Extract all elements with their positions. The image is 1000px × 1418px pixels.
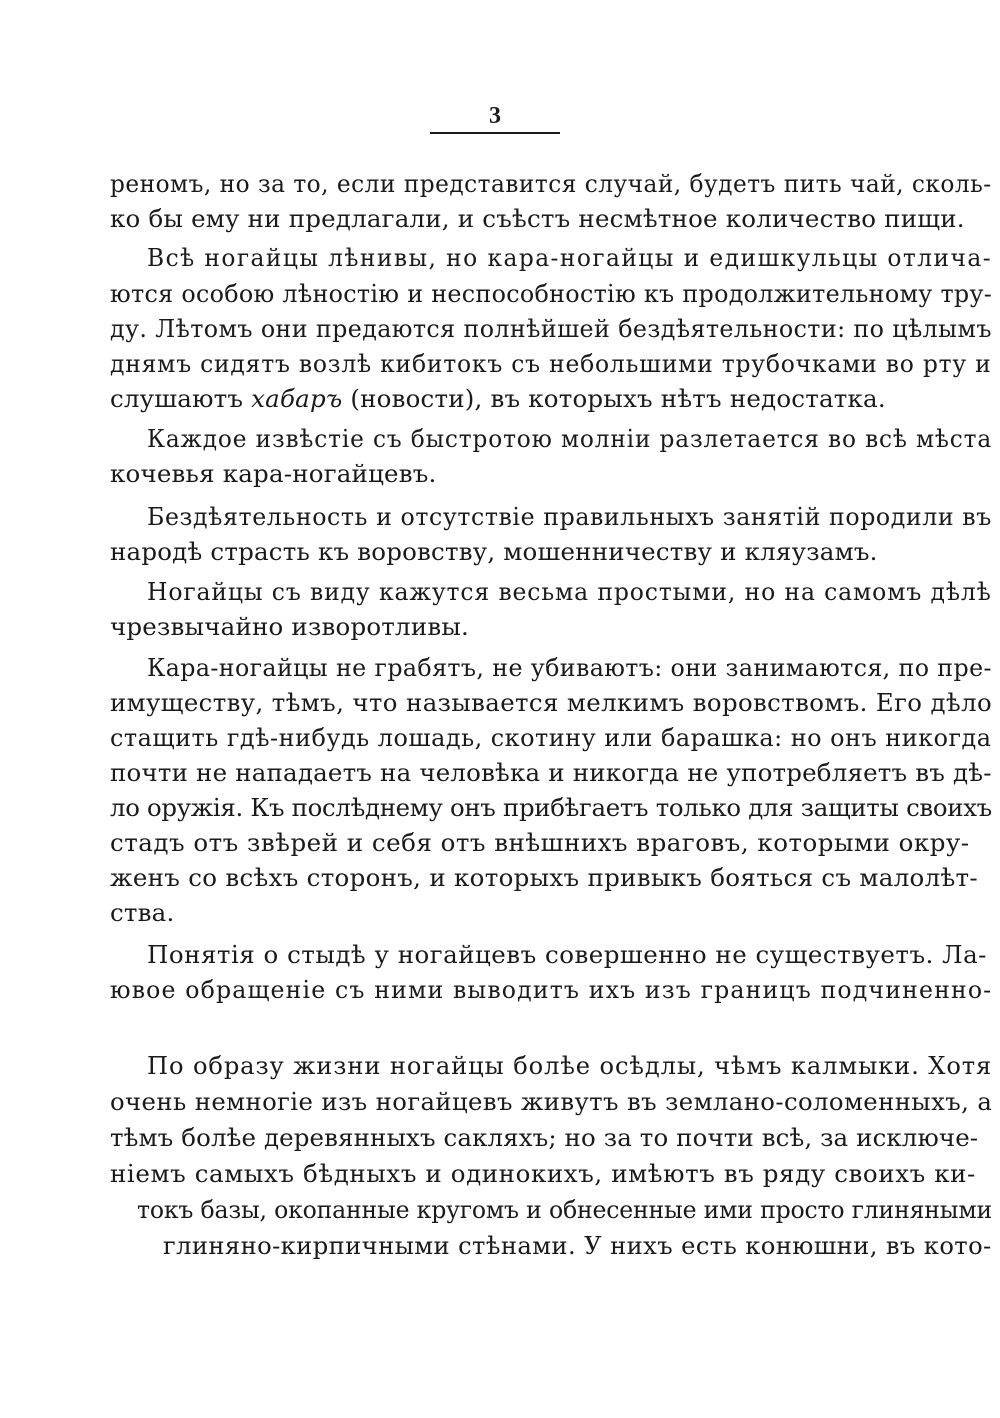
text-line: Каждое извѣстіе съ быстротою молніи разлетается во всѣ мѣста: [147, 424, 993, 453]
text-fragment: (новости), въ которыхъ нѣтъ недостатка.: [350, 384, 886, 413]
text-line: народѣ страсть къ воровству, мошенничеству и кляузамъ.: [110, 537, 878, 566]
text-line: днямъ сидятъ возлѣ кибитокъ съ небольшими трубочками во рту и: [110, 349, 992, 378]
text-line: Кара-ногайцы не грабятъ, не убиваютъ: они занимаются, по пре-: [147, 653, 992, 682]
text-line: стащить гдѣ-нибудь лошадь, скотину или барашка: но онъ никогда: [110, 723, 992, 752]
text-line: По образу жизни ногайцы болѣе осѣдлы, чѣмъ калмыки. Хотя: [147, 1051, 993, 1080]
text-line: Бездѣятельность и отсутствіе правильныхъ занятій породили въ: [147, 502, 992, 531]
text-line-with-italic: [110, 385, 886, 413]
text-line: Всѣ ногайцы лѣнивы, но кара-ногайцы и едишкульцы отлича-: [147, 243, 993, 272]
text-line: ніемъ самыхъ бѣдныхъ и одинокихъ, имѣютъ въ ряду своихъ ки-: [110, 1159, 976, 1188]
text-line: чрезвычайно изворотливы.: [110, 612, 470, 641]
text-line: очень немногіе изъ ногайцевъ живутъ въ землано-соломенныхъ, а: [110, 1087, 993, 1116]
text-line: кочевья кара-ногайцевъ.: [110, 459, 437, 488]
page-number: 3: [489, 103, 501, 129]
text-line: ло оружія. Къ послѣднему онъ прибѣгаетъ только для защиты своихъ: [110, 793, 992, 822]
text-line: имуществу, тѣмъ, что называется мелкимъ воровствомъ. Его дѣло: [110, 688, 993, 717]
page-number-rule: [430, 132, 560, 134]
text-line: тѣмъ болѣе деревянныхъ сакляхъ; но за то почти всѣ, за исключе-: [110, 1123, 979, 1152]
text-line: ко бы ему ни предлагали, и съѣстъ несмѣтное количество пищи.: [110, 204, 965, 233]
italic-term: хабаръ: [251, 384, 343, 413]
text-line: ду. Лѣтомъ они предаются полнѣйшей бездѣятельности: по цѣлымъ: [110, 314, 992, 343]
text-line: женъ со всѣхъ сторонъ, и которыхъ привыкъ бояться съ малолѣт-: [110, 863, 978, 892]
text-line: стадъ отъ звѣрей и себя отъ внѣшнихъ враговъ, которыми окру-: [110, 828, 970, 857]
text-line: ювое обращеніе съ ними выводитъ ихъ изъ границъ подчиненно-: [110, 975, 993, 1004]
text-line: Понятія о стыдѣ у ногайцевъ совершенно не существуетъ. Ла-: [147, 940, 987, 969]
text-line: ются особою лѣностію и неспособностію къ продолжительному тру-: [110, 279, 993, 308]
text-line: глиняно-кирпичными стѣнами. У нихъ есть конюшни, въ кото-: [163, 1231, 992, 1260]
text-line: токъ базы, окопанные кругомъ и обнесенные ими просто глиняными: [137, 1195, 992, 1224]
text-line: ства.: [110, 898, 175, 927]
text-line: реномъ, но за то, если представится случай, будетъ пить чай, сколь-: [110, 169, 992, 198]
text-line: почти не нападаетъ на человѣка и никогда не употребляетъ въ дѣ-: [110, 758, 992, 787]
text-fragment: слушаютъ: [110, 384, 244, 413]
text-line: Ногайцы съ виду кажутся весьма простыми, но на самомъ дѣлѣ: [147, 577, 992, 606]
